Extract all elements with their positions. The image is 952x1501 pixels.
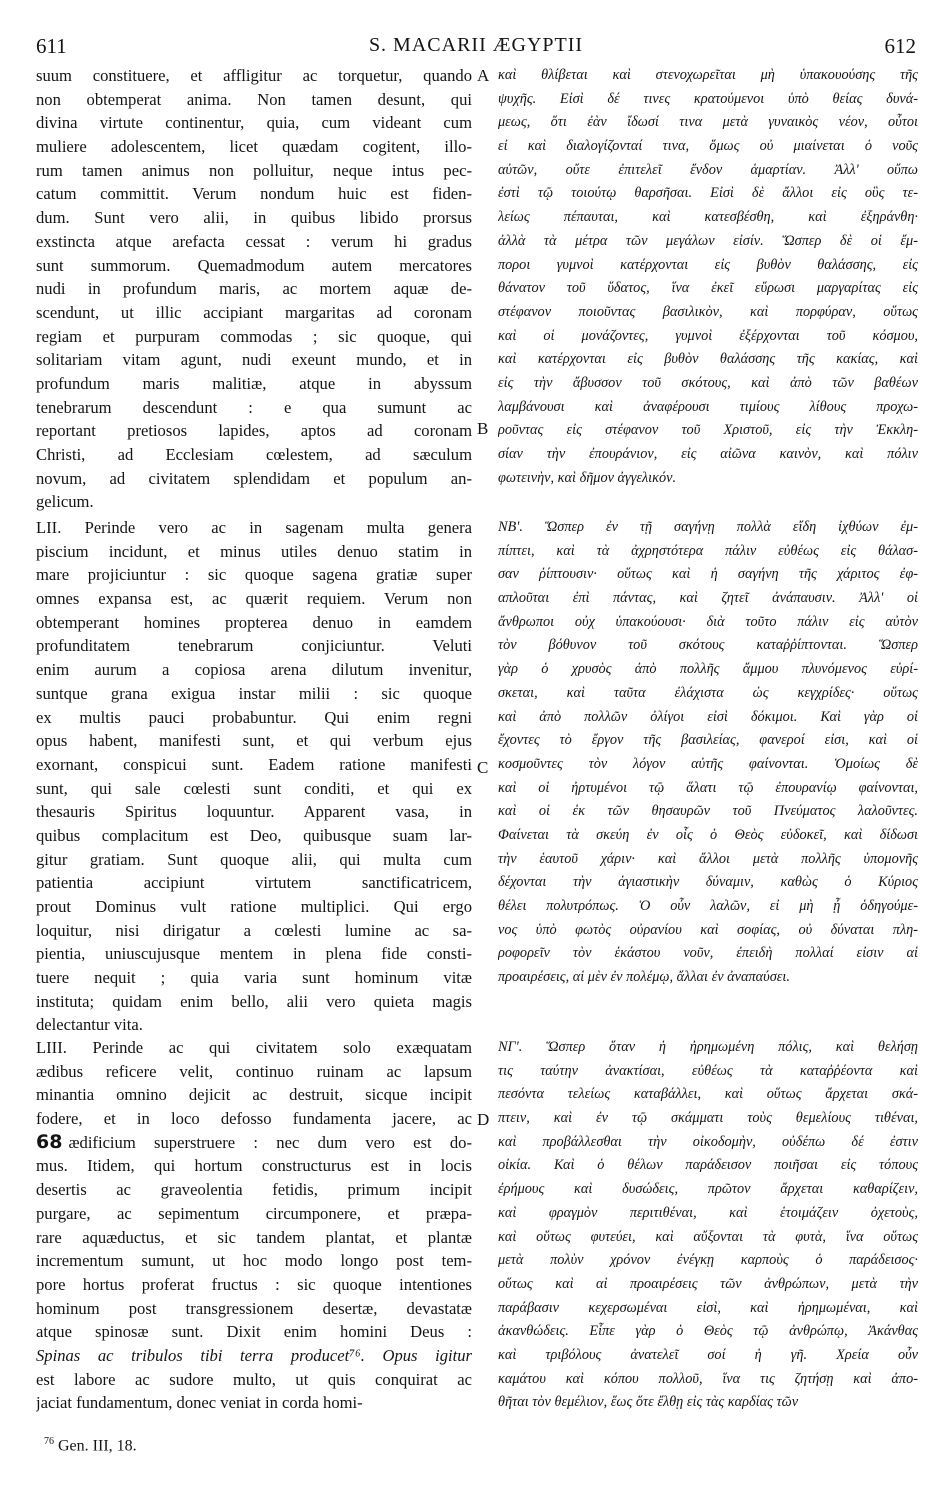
greek-paragraph-ng bbox=[498, 1036, 918, 1415]
text-line: dum. Sunt vero alii, in quibus libido prorsus bbox=[36, 208, 472, 228]
text-line: profundum maris malitiæ, atque in abyssum bbox=[36, 373, 472, 393]
text-line: ἐστὶ τῷ τοιούτῳ θαρσῆσαι. Εἰσὶ δὲ ἄλλοι εἰς οὓς τε- bbox=[498, 185, 918, 202]
text-line: mus. Itidem, qui hortum constructurus est in locis bbox=[36, 1156, 472, 1176]
text-line: pore hortus proferat fructus : sic quoque intentiones bbox=[36, 1274, 472, 1294]
text-line: τὴν ἑαυτοῦ χάριν· καὶ ἄλλοι μετὰ πολλῆς ὑπομονῆς bbox=[498, 850, 918, 867]
text-line: mare projiciuntur : sic quoque sagena gratiæ super bbox=[36, 565, 472, 585]
text-line: non obtemperat anima. Non tamen desunt, qui bbox=[36, 89, 472, 109]
text-line: est labore ac sudore multo, ut quis conquirat ac bbox=[36, 1369, 472, 1389]
text-line: καὶ φραγμὸν περιτιθέναι, καὶ ἑτοιμάζειν ὀχετοὺς, bbox=[498, 1204, 918, 1221]
text-line: καμάτου καὶ κόπου πολλοῦ, ἵνα τις ζητήσῃ καὶ ἀπο- bbox=[498, 1370, 918, 1387]
text-line: incrementum sumunt, ut hoc modo longo post tem- bbox=[36, 1251, 472, 1271]
text-line: τις ταύτην ἀνακτίσαι, εὐθέως τὰ καταῤῥέοντα καὶ bbox=[498, 1062, 918, 1079]
text-line: ædibus reficere velit, continuo ruinam ac lapsum bbox=[36, 1061, 472, 1081]
latin-paragraph-lii bbox=[36, 516, 472, 1037]
text-line: οἰκία. Καὶ ὁ θέλων παράδεισον ποιῆσαι εἰς τόπους bbox=[498, 1157, 918, 1174]
text-line: εἰ καὶ διαλογίζονταί τινα, ὅμως οὐ μιαίνεται ὁ νοῦς bbox=[498, 138, 918, 155]
text-line: αὐτῶν, οὔτε ἐπιτελεῖ ἔνδον ἁμαρτίαν. Ἀλλ' οὔπω bbox=[498, 161, 918, 178]
text-line: ἐρήμους καὶ δυσώδεις, πρῶτον ἄρχεται καθαρίζειν, bbox=[498, 1181, 918, 1198]
text-line: divina virtute continentur, quia, cum videant cum bbox=[36, 113, 472, 133]
text-line: θάνατον τοῦ ὕδατος, ἵνα ἐκεῖ εὕρωσι μαργαρίτας εἰς bbox=[498, 280, 918, 297]
text-line: hominum post transgressionem desertæ, devastatæ bbox=[36, 1298, 472, 1318]
text-line: καὶ οὕτως φυτεύει, καὶ αὔξονται τὰ φυτὰ, ἵνα οὕτως bbox=[498, 1228, 918, 1245]
text-line: suum constituere, et affligitur ac torquetur, quando bbox=[36, 66, 472, 85]
text-line: gitur gratiam. Sunt quoque alii, qui multa cum bbox=[36, 849, 472, 869]
text-line: ψυχῆς. Εἰσὶ δέ τινες κρατούμενοι ὑπὸ θείας δυνά- bbox=[498, 90, 918, 107]
text-line: ἄνθρωποι οὐχ ὑπακούουσι· διὰ τοῦτο πάλιν εἰς αὐτὸν bbox=[498, 613, 918, 630]
text-line: opus habent, manifesti sunt, et qui verbum ejus bbox=[36, 731, 472, 751]
text-line: sunt summorum. Quemadmodum autem mercatores bbox=[36, 255, 472, 275]
text-line: profunditatem tenebrarum conjiciuntur. Veluti bbox=[36, 636, 472, 656]
text-line: purgare, ac sepimentum circumponere, et præpa- bbox=[36, 1203, 472, 1223]
text-line: ροῦντας εἰς στέφανον τοῦ Χριστοῦ, εἰς τὴν Ἐκκλη- bbox=[498, 422, 918, 439]
text-line: δέχονται τὴν ἁγιαστικὴν δύναμιν, καθὼς ὁ Κύριος bbox=[498, 874, 918, 891]
text-line: καὶ προβάλλεσθαι τὴν οἰκοδομὴν, οὐδέπω δέ ἐστιν bbox=[498, 1133, 918, 1150]
text-line: θῆται τὸν θεμέλιον, ἕως ὅτε ἔλθῃ εἰς τὰς καρδίας τῶν bbox=[498, 1394, 799, 1411]
text-line: omnes expansa est, ac quærit requiem. Verum non bbox=[36, 589, 472, 609]
text-line: ἀλλὰ τὰ μέτρα τῶν μεγάλων εἰσίν. Ὥσπερ δὲ οἱ ἔμ- bbox=[498, 232, 918, 249]
text-line: ἔχοντες τὸ ἔργον τῆς βασιλείας, φανεροί εἰσι, καὶ οἱ bbox=[498, 732, 918, 749]
text-line: exstincta atque arefacta cessat : verum hi gradus bbox=[36, 231, 472, 251]
text-line: suntque grana exigua instar milii : sic quoque bbox=[36, 683, 472, 703]
text-line: piscium incidunt, et minus utiles denuo statim in bbox=[36, 541, 472, 561]
text-line: εἰς τὴν ἄβυσσον τοῦ σκότους, καὶ ἀπὸ τῶν βαθέων bbox=[498, 374, 918, 391]
text-line: σαν ῥίπτουσιν· οὕτως καὶ ἡ σαγήνη τῆς χάριτος ἐφ- bbox=[498, 566, 918, 583]
text-line: οὕτως καὶ αἱ προαιρέσεις τῶν ἀνθρώπων, μετὰ τὴν bbox=[498, 1275, 918, 1292]
text-line: catum committit. Verum nondum huic est fiden- bbox=[36, 184, 472, 204]
text-line: γὰρ ὁ χρυσὸς ἀπὸ πολλῆς ἄμμου πλυνόμενος εὑρί- bbox=[498, 661, 918, 678]
text-line: ΝΓ'. Ὥσπερ ὅταν ἡ ἠρημωμένη πόλις, καὶ θελήσῃ bbox=[498, 1039, 918, 1055]
text-line: Φαίνεται τὰ σκεύη ἐν οἷς ὁ Θεὸς εὐδοκεῖ, καὶ δίδωσι bbox=[498, 826, 918, 843]
latin-paragraph-liii bbox=[36, 1036, 472, 1415]
footnote bbox=[44, 1436, 137, 1455]
greek-paragraph-nb bbox=[498, 516, 918, 990]
text-line: regiam et purpuram commodas ; sic quoque, qui bbox=[36, 326, 472, 346]
text-line: πεσόντα τελείως καταβάλλει, καὶ οὕτως ἄρχεται σκά- bbox=[498, 1086, 918, 1103]
text-line: reportant pretiosos lapides, aptos ad coronam bbox=[36, 421, 472, 441]
text-line: novum, ad civitatem splendidam et populum an- bbox=[36, 468, 472, 488]
text-line: atque spinosæ sunt. Dixit enim homini Deus : bbox=[36, 1322, 472, 1342]
text-line: καὶ ἀπὸ πολλῶν ὀλίγοι εἰσὶ δόκιμοι. Καὶ γὰρ οἱ bbox=[498, 708, 918, 725]
text-line: exornant, conspicui sunt. Eadem ratione manifesti bbox=[36, 754, 472, 774]
text-line-content: ædificium superstruere : nec dum vero est do- bbox=[68, 1132, 472, 1152]
text-line: καὶ οἱ ἠρτυμένοι τῷ ἅλατι τῷ ἐπουρανίῳ φαίνονται, bbox=[498, 779, 918, 796]
text-line: τὸν βόθυνον τοῦ σκότους καταῤῥίπτονται. Ὥσπερ bbox=[498, 637, 918, 654]
text-line: νος ὑπὸ φωτὸς οὐρανίου καὶ σοφίας, οὐ δύναται πλη- bbox=[498, 921, 918, 938]
text-line: λαμβάνουσι καὶ ἀναφέρουσι τιμίους λίθους προχω- bbox=[498, 398, 918, 415]
text-line: instituta; quidam enim bello, alii vero quieta magis bbox=[36, 991, 472, 1011]
text-line: tenebrarum descendunt : e qua sumunt ac bbox=[36, 397, 472, 417]
text-line: λείως πέπαυται, καὶ κατεσβέσθη, καὶ ἐξηράνθη· bbox=[498, 209, 918, 226]
text-line: prout Dominus vult ratione multiplici. Qui ergo bbox=[36, 897, 472, 916]
text-line: απλοῦται ἐπὶ πάντας, καὶ ζητεῖ ἀνάπαυσιν. Ἀλλ' οἱ bbox=[498, 590, 918, 607]
page-number-left: 611 bbox=[36, 34, 67, 58]
text-line: sunt, qui sale cœlesti sunt conditi, et qui ex bbox=[36, 778, 472, 798]
running-header bbox=[0, 34, 952, 64]
text-line: ροφορεῖν τὸν ἑκάστου νοῦν, ἐπειδὴ πολλαί εἰσιν αἱ bbox=[498, 945, 918, 962]
text-line: παράβασιν κεχερσωμέναι εἰσὶ, καὶ ἠρημωμέναι, καὶ bbox=[498, 1299, 918, 1316]
page-mark: 68 bbox=[36, 1130, 63, 1153]
text-line: tuere nequit ; quia varia sunt hominum vitæ bbox=[36, 968, 472, 988]
margin-letter-d: D bbox=[477, 1110, 490, 1129]
text-line: θέλει πολυτρόπως. Ὁ οὖν λαλῶν, εἰ μὴ ᾖ ὁδηγούμε- bbox=[498, 898, 918, 914]
footnote-text: Gen. III, 18. bbox=[58, 1437, 137, 1455]
text-line: obtemperant homines propterea denuo in eamdem bbox=[36, 612, 472, 632]
text-line: gelicum. bbox=[36, 492, 94, 512]
text-line: jaciat fundamentum, donec veniat in corda homi- bbox=[36, 1393, 363, 1413]
text-line: pientia, uniuscujusque mentem in plena fide consti- bbox=[36, 944, 472, 964]
text-line: κοσμοῦντες τὸν λόγον αὐτῆς φαίνονται. Ὁμοίως δὲ bbox=[498, 755, 918, 772]
text-line: ἀκανθώδεις. Εἶπε γὰρ ὁ Θεὸς τῷ ἀνθρώπῳ, Ἀκάνθας bbox=[498, 1323, 918, 1340]
text-line: φωτεινὴν, καὶ δῆμον ἀγγελικόν. bbox=[498, 469, 677, 486]
text-line: μεως, ὅτι ἐὰν ἴδωσί τινα μετὰ γυναικὸς νέον, οὗτοι bbox=[498, 114, 918, 131]
text-line: πίπτει, καὶ τὰ ἀχρηστότερα πάλιν εὐθέως εἰς θάλασ- bbox=[498, 542, 918, 559]
margin-letter-c: C bbox=[477, 758, 489, 777]
text-line: LII. Perinde vero ac in sagenam multa genera bbox=[36, 518, 472, 537]
text-line: Christi, ad Ecclesiam cœlestem, ad sæculum bbox=[36, 445, 472, 464]
text-line: muliere adolescentem, licet quædam cogitent, illo- bbox=[36, 137, 472, 157]
text-line: πτειν, καὶ ἐν τῷ σκάμματι τοὺς θεμελίους τιθέναι, bbox=[498, 1110, 918, 1127]
margin-letter-b: B bbox=[477, 419, 489, 438]
text-line: loquitur, nisi dirigatur a cœlesti lumine ac sa- bbox=[36, 920, 472, 940]
text-line: enim aurum a copiosa arena dilutum invenitur, bbox=[36, 660, 472, 680]
text-line: καὶ θλίβεται καὶ στενοχωρεῖται μὴ ὑπακουούσης τῆς bbox=[498, 67, 918, 83]
text-line: solitariam vitam agunt, nudi exeunt mundo, et in bbox=[36, 350, 472, 370]
page-number-right: 612 bbox=[884, 34, 916, 58]
text-line: minantia omnino dejicit ac destruit, sicque incipit bbox=[36, 1085, 472, 1105]
text-line: καὶ κατέρχονται εἰς βυθὸν θαλάσσης τῆς κακίας, καὶ bbox=[498, 351, 918, 368]
text-line: patientia accipiunt virtutem sanctificatricem, bbox=[36, 873, 472, 893]
text-line bbox=[36, 1131, 472, 1155]
text-line: σίαν τὴν ἐπουράνιον, εἰς αἰῶνα καινὸν, καὶ πόλιν bbox=[498, 446, 918, 462]
greek-paragraph-1 bbox=[498, 64, 918, 490]
text-line: nudi in profundum maris, ac mortem aquæ de- bbox=[36, 279, 472, 299]
text-line: Spinas ac tribulos tibi terra producet⁷⁶. Opus igitur bbox=[36, 1345, 472, 1365]
text-line: προαιρέσεις, αἱ μὲν ἐν πολέμῳ, ἄλλαι ἐν ἀναπαύσει. bbox=[498, 969, 790, 986]
text-line: σκεται, καὶ ταῦτα ἐλάχιστα ὡς κεγχρίδες· οὕτως bbox=[498, 684, 918, 701]
text-line: quibus complacitum est Deo, quibusque suam lar- bbox=[36, 825, 472, 845]
latin-paragraph-1 bbox=[36, 64, 472, 514]
text-line: καὶ οἱ μονάζοντες, γυμνοὶ ἐξέρχονται τοῦ κόσμου, bbox=[498, 327, 918, 344]
text-line: ποροι γυμνοὶ κατέρχονται εἰς βυθὸν θαλάσσης, εἰς bbox=[498, 256, 918, 273]
text-line: desertis ac graveolentia fetidis, primum incipit bbox=[36, 1180, 472, 1200]
text-line: delectantur vita. bbox=[36, 1015, 143, 1035]
text-line: στέφανον ποιοῦντας βασιλικὸν, καὶ πορφύραν, οὕτως bbox=[498, 303, 918, 320]
footnote-marker: 76 bbox=[44, 1436, 54, 1447]
text-line: ex multis pauci probabuntur. Qui enim regni bbox=[36, 707, 472, 727]
margin-letter-a: A bbox=[477, 66, 490, 85]
text-line: μετὰ πολὺν χρόνον ἐνέγκῃ καρποὺς ὁ παράδεισος· bbox=[498, 1252, 918, 1269]
text-line: LIII. Perinde ac qui civitatem solo exæquatam bbox=[36, 1038, 472, 1057]
text-line: καὶ τριβόλους ἀνατελεῖ σοί ἡ γῆ. Χρεία οὖν bbox=[498, 1346, 918, 1363]
text-line: fodere, et in loco defosso fundamenta jacere, ac bbox=[36, 1109, 472, 1129]
text-line: thesauris Spiritus loquuntur. Apparent vasa, in bbox=[36, 802, 472, 822]
running-title: S. MACARII ÆGYPTII bbox=[368, 34, 584, 56]
text-line: καὶ οἱ ἐκ τῶν θησαυρῶν τοῦ Πνεύματος λαλοῦντες. bbox=[498, 803, 918, 820]
text-line: rum tamen animus non polluitur, neque intus pec- bbox=[36, 160, 472, 180]
text-line: scendunt, ut illic accipiant margaritas ad coronam bbox=[36, 302, 472, 322]
text-line: rare aquæductus, et sic tandem plantat, et plantæ bbox=[36, 1227, 472, 1247]
text-line: ΝΒ'. Ὥσπερ ἐν τῇ σαγήνῃ πολλὰ εἴδη ἰχθύων ἐμ- bbox=[498, 519, 918, 535]
